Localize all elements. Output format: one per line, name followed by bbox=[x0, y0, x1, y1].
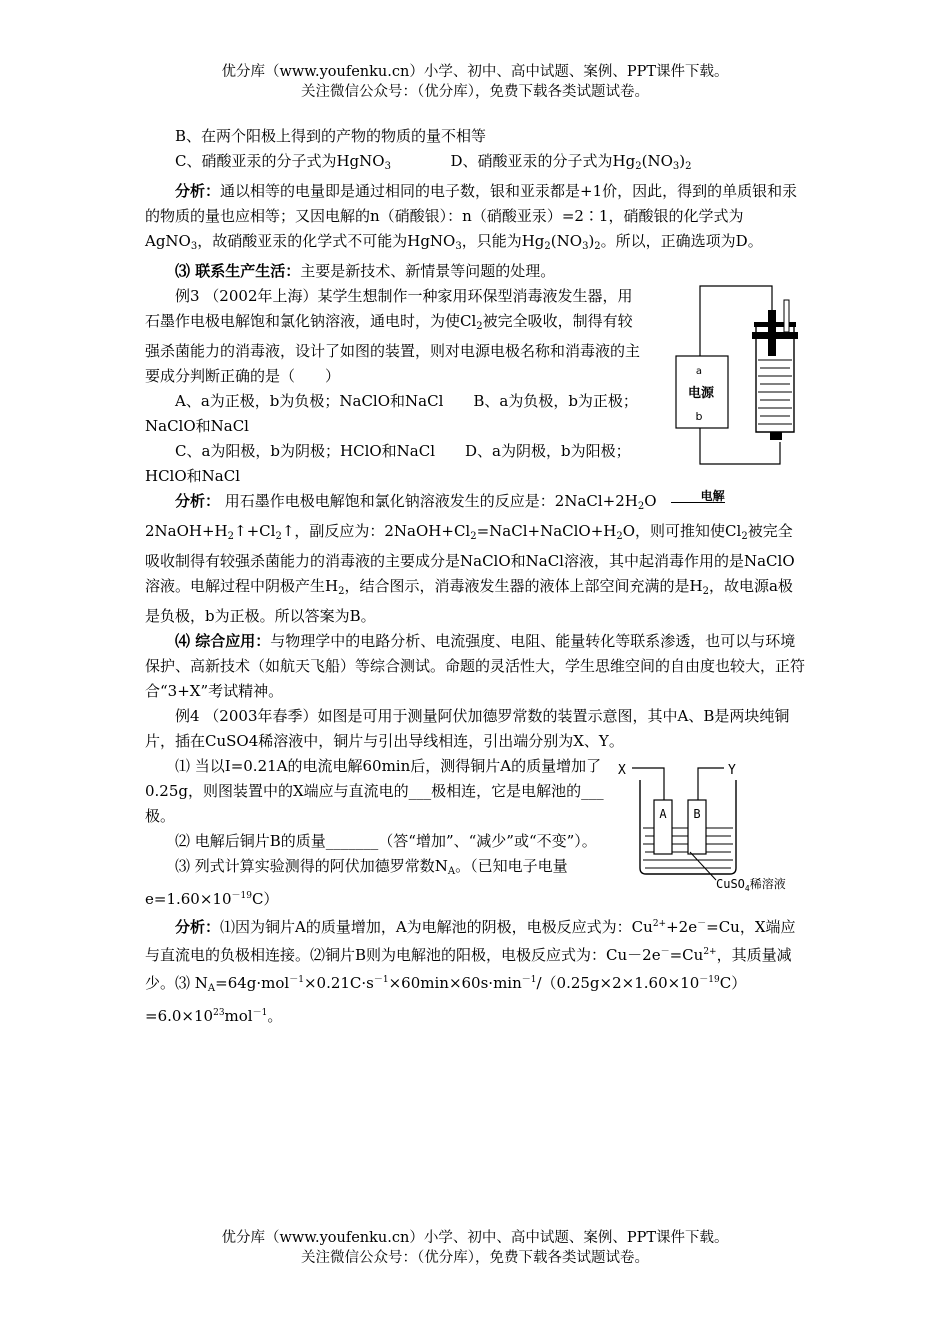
options-c-d: C、硝酸亚汞的分子式为HgNO$_3$ D、硝酸亚汞的分子式为$Hg_2(NO_3)_2$ bbox=[175, 152, 692, 172]
copper-electrolysis-diagram bbox=[612, 756, 812, 896]
terminal-y-label: Y bbox=[728, 763, 736, 778]
power-label-b: b bbox=[695, 410, 703, 423]
disinfectant-generator-diagram bbox=[672, 282, 812, 467]
solution-pointer bbox=[690, 852, 716, 880]
power-label-a: a bbox=[695, 366, 703, 377]
footer-line-2: 关注微信公众号：（优分库），免费下载各类试题试卷。 bbox=[301, 1250, 649, 1266]
section-4-heading: ⑷ 综合应用：与物理学中的电路分析、电流强度、电阻、能量转化等联系渗透，也可以与环境保护、高新技术（如航天飞船）等综合测试。命题的灵活性大，学生思维空间的自由度也较大，正符合“3+X”考试精神。 bbox=[145, 632, 806, 700]
page-footer bbox=[0, 1228, 950, 1268]
electrolysis-condition: 电解 bbox=[671, 490, 725, 503]
example-3-options-ab: A、a为正极，b为负极；NaClO和NaCl B、a为负极，b为正极；NaClO和NaCl bbox=[145, 392, 638, 435]
example-4-subquestions bbox=[145, 754, 605, 912]
lead-wires bbox=[632, 768, 724, 800]
terminal-x-label: X bbox=[618, 763, 626, 778]
question-3: ⑶ 列式计算实验测得的阿伏加德罗常数$N_A$。（已知电子电量$e=1.60\times 10^{-19}C$） bbox=[145, 857, 568, 908]
plate-a-label: A bbox=[659, 807, 667, 821]
example-4-question: 例4 （2003年春季）如图是可用于测量阿伏加德罗常数的装置示意图，其中A、B是两块纯铜片，插在CuSO4稀溶液中，铜片与引出导线相连，引出端分别为X、Y。 bbox=[145, 707, 790, 750]
page-header bbox=[0, 62, 950, 102]
plate-b-label: B bbox=[693, 807, 701, 821]
generator-vessel bbox=[752, 300, 798, 440]
analysis-1: 分析：通以相等的电量即是通过相同的电子数，银和亚汞都是+1价，因此，得到的单质银和汞的物质的量也应相等；又因电解的n（硝酸银）：n（硝酸亚汞）=2∶1，硝酸银的化学式为AgNO$_3$，故硝酸亚汞的化学式不可能为HgNO$_3$，只能为$Hg_2(NO_3)_2$。所以，正确选项为D。 bbox=[145, 182, 798, 252]
question-1: ⑴ 当以I=0.21A的电流电解60min后，测得铜片A的质量增加了0.25g，则图装置中的X端应与直流电的___极相连，它是电解池的___极。 bbox=[145, 757, 604, 825]
example-3-options-cd: C、a为阳极，b为阴极；HClO和NaCl D、a为阴极，b为阳极；HClO和NaCl bbox=[145, 442, 631, 485]
footer-line-1: 优分库（www.youfenku.cn）小学、初中、高中试题、案例、PPT课件下载。 bbox=[221, 1230, 729, 1246]
header-line-1: 优分库（www.youfenku.cn）小学、初中、高中试题、案例、PPT课件下载。 bbox=[221, 64, 729, 80]
analysis-3: 分析：⑴因为铜片A的质量增加，A为电解池的阴极，电极反应式为：$Cu^{2+}+2e^-=Cu$，X端应与直流电的负极相连接。⑵铜片B则为电解池的阳极，电极反应式为：$Cu-2e^-=Cu^{2+}$，其质量减少。⑶ $N_A=64g\cdot mol^{-1}\times 0.21C\cdot s^{-1}\times 60\min\times 60s\cdot\min^{-1}/(0.25g\times 2\times 1.60\times 10^{-19}C)=6.0\times 10^{23}mol^{-1}$。 bbox=[145, 918, 796, 1025]
header-line-2: 关注微信公众号：（优分库），免费下载各类试题试卷。 bbox=[301, 84, 649, 100]
solution-label: CuSO$_4$稀溶液 bbox=[716, 877, 786, 893]
analysis-label: 分析： bbox=[175, 182, 221, 200]
section-3-heading: ⑶ 联系生产生活：主要是新技术、新情景等问题的处理。 bbox=[175, 262, 556, 280]
analysis-2: 分析： 用石墨作电极电解饱和氯化钠溶液发生的反应是：$2NaCl+2H_2O$ 电解$2NaOH+H_2↑+Cl_2↑$，副反应为：$2NaOH+Cl_2=NaCl+NaClO+H_2O$，则可推知使$Cl_2$被完全吸收制得有较强杀菌能力的消毒液的主要成分是NaClO和NaCl溶液，其中起消毒作用的是NaClO溶液。电解过程中阴极产生$H_2$，结合图示，消毒液发生器的液体上部空间充满的是$H_2$，故电源a极是负极，b为正极。所以答案为B。 bbox=[145, 489, 795, 625]
option-b: B、在两个阳极上得到的产物的物质的量不相等 bbox=[175, 127, 487, 145]
power-label: 电源 bbox=[687, 386, 715, 401]
example-3-block bbox=[145, 284, 645, 489]
example-3-question: 例3 （2002年上海）某学生想制作一种家用环保型消毒液发生器，用石墨作电极电解饱和氯化钠溶液，通电时，为使$Cl_2$被完全吸收，制得有较强杀菌能力的消毒液，设计了如图的装置，则对电源电极名称和消毒液的主要成分判断正确的是（ ） bbox=[145, 287, 641, 385]
question-2: ⑵ 电解后铜片B的质量_______（答“增加”、“减少”或“不变”）。 bbox=[175, 832, 597, 850]
